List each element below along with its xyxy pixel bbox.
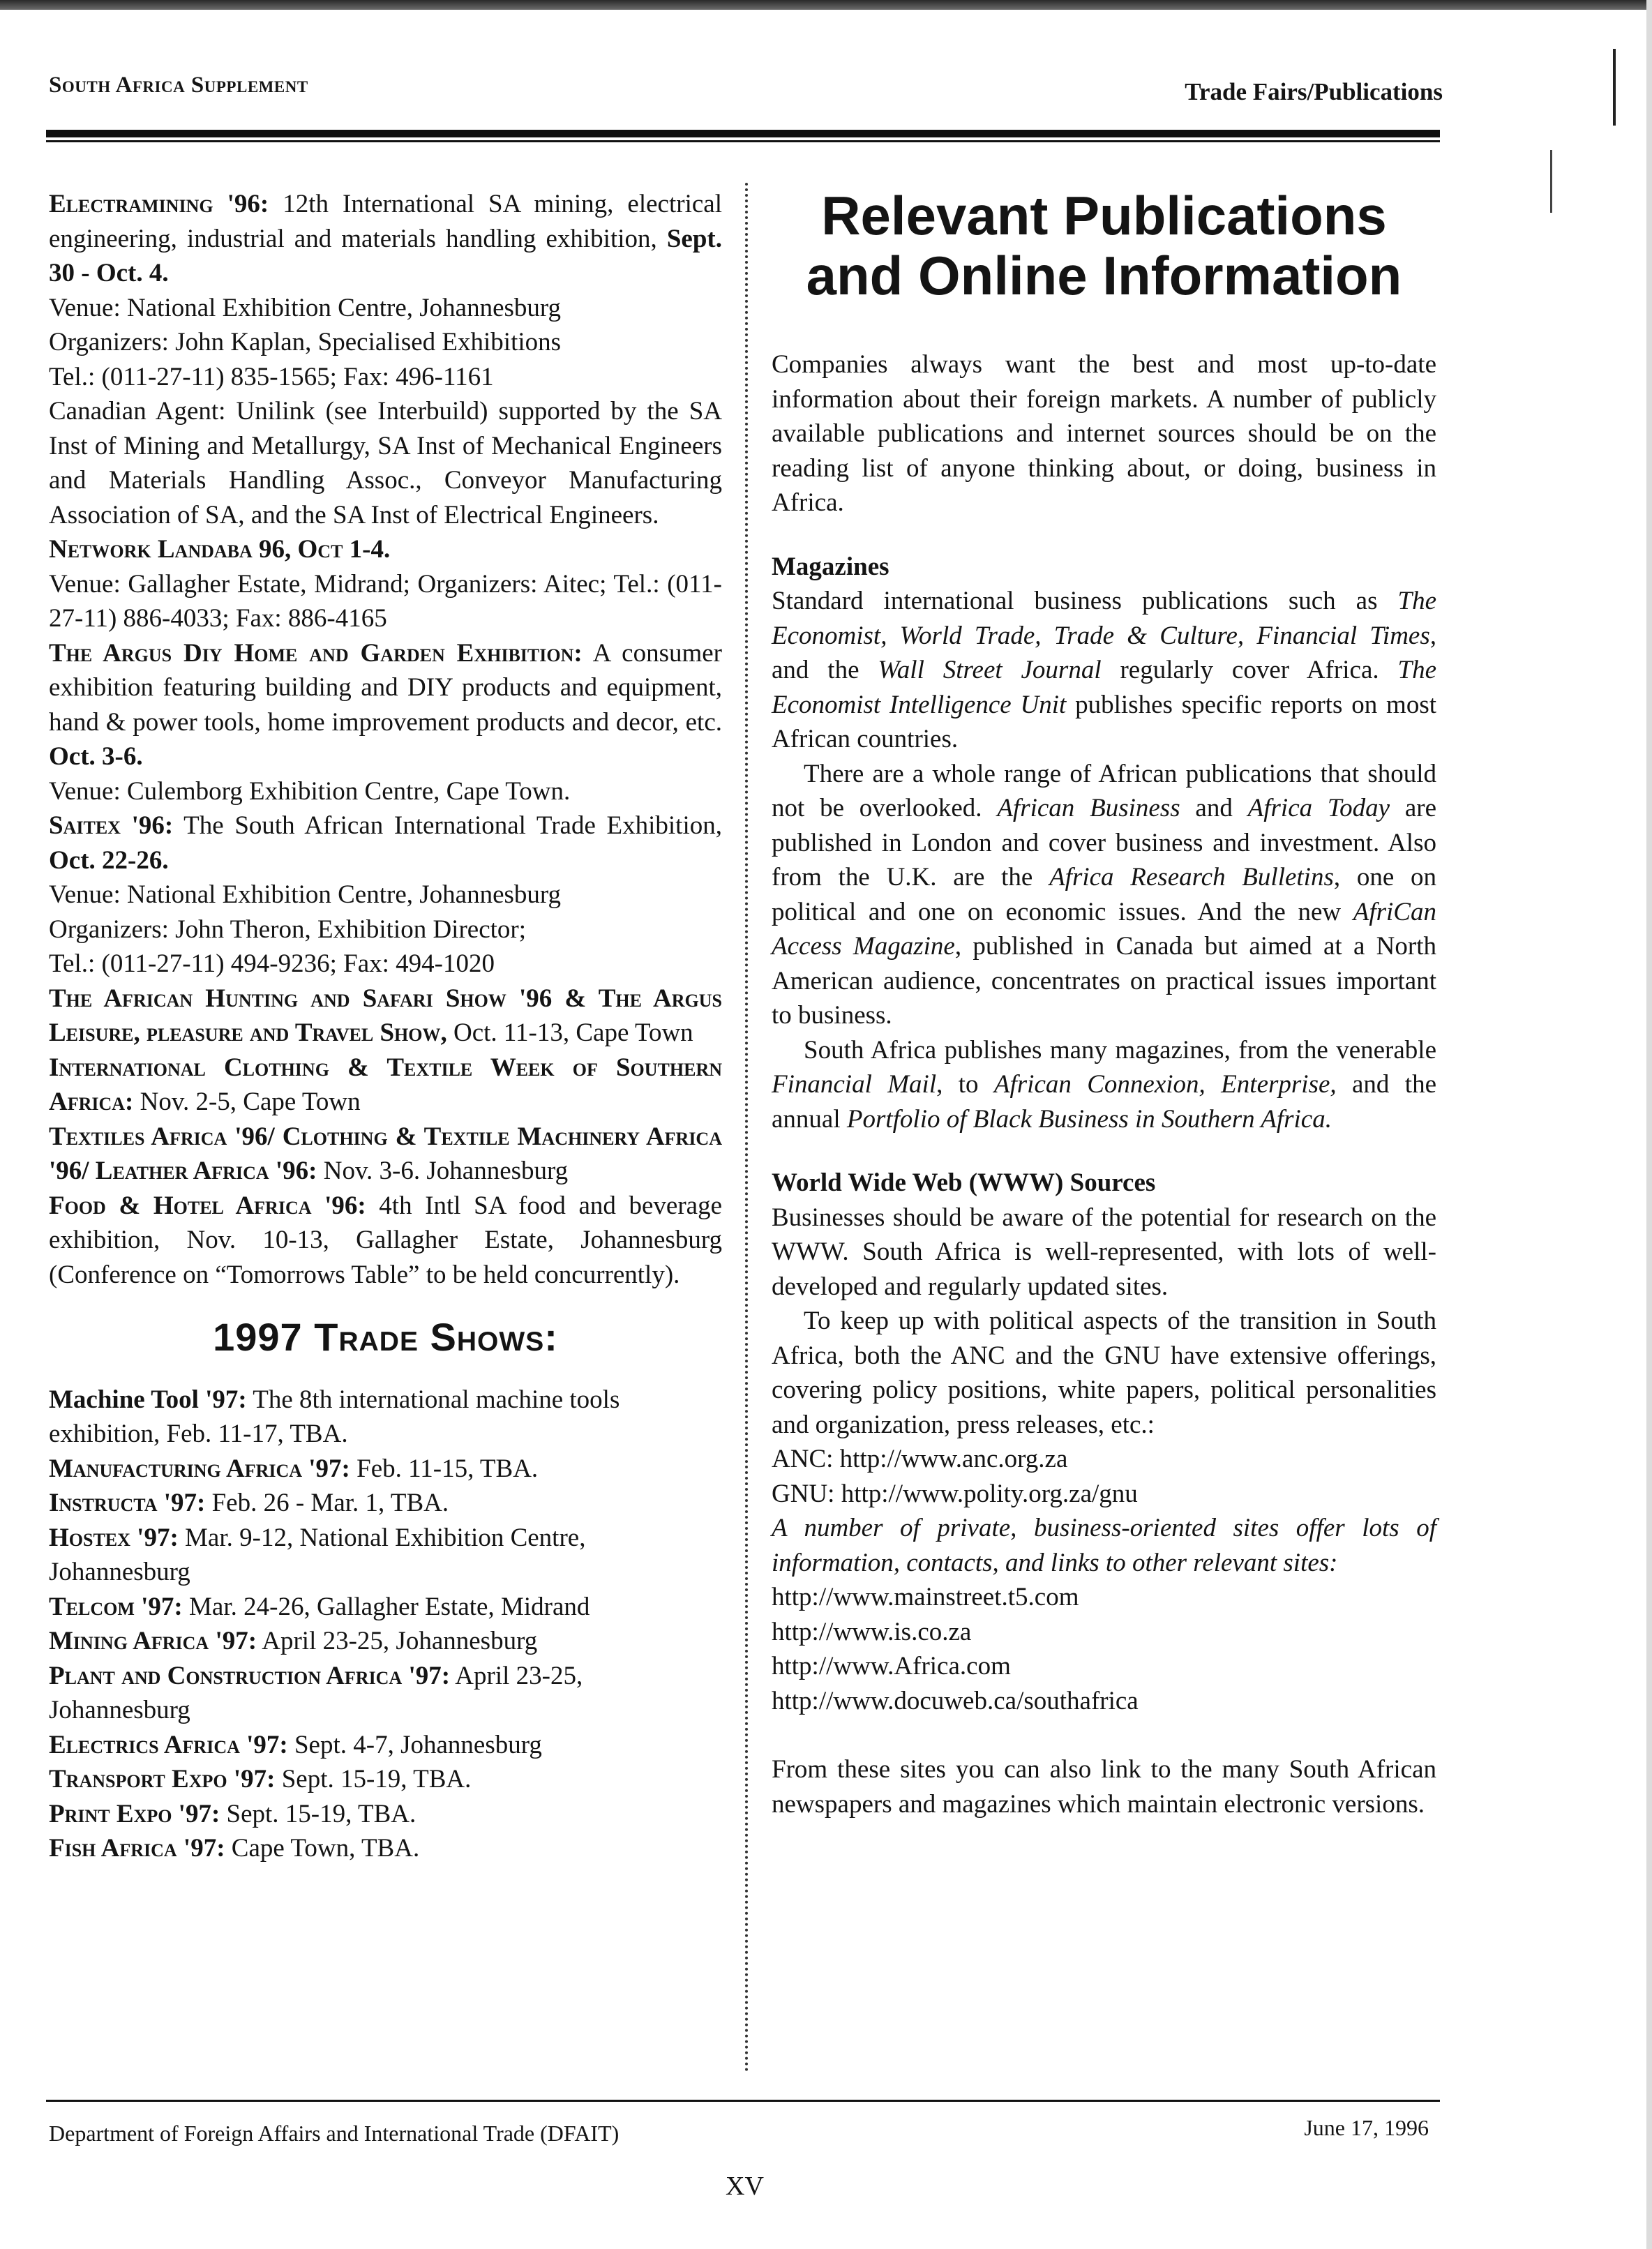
header-rule: [46, 140, 1440, 142]
trade-show-name: Instructa '97:: [49, 1489, 206, 1517]
publication-title: AfriCan Access Magazine: [772, 897, 1436, 961]
trade-show-details: Feb. 26 - Mar. 1, TBA.: [205, 1489, 449, 1517]
event-description: Oct. 11-13, Cape Town: [446, 1018, 693, 1047]
events-1996-list: [49, 187, 722, 1292]
trade-show-details: Sept. 15-19, TBA.: [275, 1765, 472, 1793]
event-detail: Organizers: John Theron, Exhibition Director;: [49, 915, 527, 944]
trade-show-entry: [49, 1521, 722, 1590]
scan-mark: [1613, 49, 1616, 126]
header-rule: [46, 130, 1440, 137]
text: , one on political and one on economic issues. And the new: [772, 863, 1436, 926]
event-date: Oct. 22-26.: [49, 845, 169, 875]
trade-show-entry: [49, 1590, 722, 1625]
trade-show-entry: [49, 1624, 722, 1659]
trade-show-name: Telcom '97:: [49, 1592, 183, 1621]
private-sites-note: A number of private, business-oriented sites offer lots of information, contacts, and links to other relevant sites:: [772, 1514, 1436, 1577]
page-number: XV: [726, 2172, 764, 2201]
trade-show-name: Hostex '97:: [49, 1523, 179, 1552]
event-name: Food & Hotel Africa '96:: [49, 1191, 366, 1220]
trade-shows-1997-list: [49, 1383, 722, 1866]
publication-title: Africa Research Bulletins: [1049, 863, 1334, 892]
event-name: The Argus Diy Home and Garden Exhibition:: [49, 638, 583, 668]
website-link[interactable]: http://www.Africa.com: [772, 1652, 1011, 1680]
text: and the: [772, 656, 878, 684]
footer-department: Department of Foreign Affairs and International Trade (DFAIT): [49, 2121, 620, 2146]
trade-show-name: Mining Africa '97:: [49, 1627, 257, 1655]
publication-title: The Economist Intelligence Unit: [772, 656, 1436, 719]
text: and the annual: [772, 1070, 1437, 1134]
publication-title: Portfolio of Black Business in Southern Africa.: [846, 1104, 1332, 1134]
right-column: [772, 187, 1436, 1821]
trade-show-entry: [49, 1762, 722, 1797]
event-description: Nov. 3-6. Johannesburg: [317, 1157, 569, 1185]
text: Standard international business publications such as: [772, 587, 1398, 615]
text: regularly cover Africa.: [1101, 656, 1398, 684]
scan-edge-right: [1646, 0, 1652, 2249]
magazines-paragraph: [772, 757, 1436, 1033]
trade-show-details: April 23-25, Johannesburg: [257, 1627, 538, 1655]
event-entry: [49, 1120, 722, 1189]
event-description: 4th Intl SA food and beverage exhibition, Nov. 10-13, Gallagher Estate, Johannesburg (Conference on “Tomorrows Table” to be held concurrently).: [49, 1191, 722, 1289]
text: There are a whole range of African publications that should not be overlooked.: [772, 759, 1436, 822]
magazines-paragraph: [772, 584, 1436, 757]
trade-show-name: Plant and Construction Africa '97:: [49, 1661, 451, 1690]
text: and: [1180, 794, 1248, 822]
article-intro: Companies always want the best and most up-to-date information about their foreign markets. A number of publicly available publications and internet sources should be on the reading list of anyone thinking about, or doing, business in Africa.: [772, 350, 1436, 517]
gnu-link[interactable]: GNU: http://www.polity.org.za/gnu: [772, 1479, 1138, 1508]
event-description: The South African International Trade Exhibition,: [173, 811, 722, 840]
trade-show-name: Fish Africa '97:: [49, 1834, 225, 1863]
magazines-paragraph: [772, 1033, 1436, 1137]
event-name: Network Landaba 96, Oct 1-4.: [49, 535, 391, 564]
trade-show-details: Mar. 9-12, National Exhibition Centre, Johannesburg: [49, 1523, 586, 1586]
text: , published in Canada but aimed at a North American audience, concentrates on practical issues important to business.: [772, 932, 1436, 1030]
event-detail: Tel.: (011-27-11) 835-1565; Fax: 496-1161: [49, 362, 494, 391]
www-closing-paragraph: From these sites you can also link to the many South African newspapers and magazines which maintain electronic versions.: [772, 1755, 1436, 1819]
publication-title: Financial Mail: [772, 1070, 937, 1099]
text: are published in London and cover business and investment. Also from the U.K. are the: [772, 794, 1436, 892]
event-detail: Venue: National Exhibition Centre, Johannesburg: [49, 293, 562, 322]
event-detail: Venue: Gallagher Estate, Midrand; Organizers: Aitec; Tel.: (011-27-11) 886-4033; Fax: 886-4165: [49, 569, 722, 633]
scan-mark: [1550, 150, 1552, 213]
text: publishes specific reports on most African countries.: [772, 690, 1436, 753]
event-detail: Venue: Culemborg Exhibition Centre, Cape Town.: [49, 776, 571, 806]
scan-edge-top: [0, 0, 1652, 10]
event-description: A consumer exhibition featuring building and DIY products and equipment, hand & power tools, home improvement products and decor, etc.: [49, 638, 722, 737]
event-detail: Venue: National Exhibition Centre, Johannesburg: [49, 880, 562, 909]
text: , to: [936, 1070, 994, 1099]
trade-show-details: April 23-25, Johannesburg: [49, 1661, 583, 1724]
trade-show-entry: [49, 1831, 722, 1866]
trade-show-name: Electrics Africa '97:: [49, 1730, 288, 1759]
trade-show-name: Print Expo '97:: [49, 1799, 220, 1828]
event-entry: [49, 981, 722, 1051]
event-entry: [49, 808, 722, 878]
trade-show-details: Sept. 15-19, TBA.: [220, 1799, 416, 1828]
trade-show-entry: [49, 1797, 722, 1832]
text: South Africa publishes many magazines, from the venerable: [804, 1035, 1436, 1065]
website-link[interactable]: http://www.docuweb.ca/southafrica: [772, 1686, 1139, 1715]
event-entry: [49, 1189, 722, 1293]
event-description: Nov. 2-5, Cape Town: [133, 1088, 361, 1116]
event-detail: Tel.: (011-27-11) 494-9236; Fax: 494-1020: [49, 949, 495, 978]
trade-show-details: Sept. 4-7, Johannesburg: [287, 1730, 542, 1759]
event-name: Electramining '96:: [49, 190, 269, 218]
event-date: Oct. 3-6.: [49, 742, 143, 771]
publication-title: African Connexion, Enterprise,: [993, 1070, 1337, 1099]
trade-show-details: Feb. 11-15, TBA.: [350, 1454, 539, 1483]
anc-link[interactable]: ANC: http://www.anc.org.za: [772, 1445, 1068, 1473]
publication-title: The Economist, World Trade, Trade & Culture, Financial Times,: [772, 587, 1436, 650]
event-entry: [49, 187, 722, 291]
event-detail: Organizers: John Kaplan, Specialised Exhibitions: [49, 328, 562, 356]
event-detail: Canadian Agent: Unilink (see Interbuild) supported by the SA Inst of Mining and Metallurgy, SA Inst of Mechanical Engineers and Materials Handling Assoc., Conveyor Manufacturing Association of SA, and the SA Inst of Electrical Engineers.: [49, 397, 722, 529]
column-divider: [745, 183, 748, 2073]
trade-show-name: Machine Tool '97:: [49, 1385, 247, 1414]
magazines-heading: Magazines: [772, 552, 889, 581]
trade-show-details: Mar. 24-26, Gallagher Estate, Midrand: [182, 1592, 590, 1621]
www-paragraph: Businesses should be aware of the potential for research on the WWW. South Africa is well-represented, with lots of well-developed and regularly updated sites.: [772, 1203, 1436, 1301]
trade-show-details: The 8th international machine tools exhibition, Feb. 11-17, TBA.: [49, 1385, 620, 1448]
event-entry: [49, 532, 722, 567]
trade-show-entry: [49, 1383, 722, 1452]
left-column: [49, 187, 722, 1866]
event-name: The African Hunting and Safari Show '96 & The Argus Leisure, pleasure and Travel Show,: [49, 984, 722, 1047]
website-link-list: [772, 1580, 1436, 1718]
footer-rule: [46, 2100, 1440, 2102]
trade-shows-1997-title: 1997 Trade Shows:: [213, 1315, 558, 1359]
event-entry: [49, 636, 722, 774]
article-title: Relevant Publications and Online Information: [806, 185, 1402, 306]
trade-show-entry: [49, 1452, 722, 1487]
footer-date: June 17, 1996: [1304, 2115, 1429, 2140]
trade-show-entry: [49, 1728, 722, 1763]
trade-show-entry: [49, 1659, 722, 1728]
trade-show-entry: [49, 1486, 722, 1521]
website-link[interactable]: http://www.mainstreet.t5.com: [772, 1583, 1079, 1611]
publication-title: Wall Street Journal: [878, 656, 1102, 684]
www-heading: World Wide Web (WWW) Sources: [772, 1168, 1156, 1197]
trade-show-name: Manufacturing Africa '97:: [49, 1454, 350, 1483]
website-link[interactable]: http://www.is.co.za: [772, 1617, 972, 1646]
event-name: Saitex '96:: [49, 811, 174, 840]
event-name: Textiles Africa '96/ Clothing & Textile Machinery Africa '96/ Leather Africa '96:: [49, 1122, 722, 1185]
event-description: 12th International SA mining, electrical engineering, industrial and materials handling exhibition,: [49, 190, 722, 253]
trade-show-name: Transport Expo '97:: [49, 1765, 276, 1793]
event-date: Sept. 30 - Oct. 4.: [49, 224, 722, 287]
running-header-right: Trade Fairs/Publications: [1185, 78, 1443, 105]
event-entry: [49, 1051, 722, 1120]
running-header-left: South Africa Supplement: [49, 73, 308, 98]
event-name: International Clothing & Textile Week of Southern Africa:: [49, 1053, 722, 1116]
publication-title: Africa Today: [1247, 794, 1390, 822]
trade-show-details: Cape Town, TBA.: [225, 1834, 420, 1863]
publication-title: African Business: [997, 794, 1180, 822]
www-paragraph: To keep up with political aspects of the transition in South Africa, both the ANC and the GNU have extensive offerings, covering policy positions, white papers, political personalities and organization, press releases, etc.:: [772, 1307, 1436, 1439]
